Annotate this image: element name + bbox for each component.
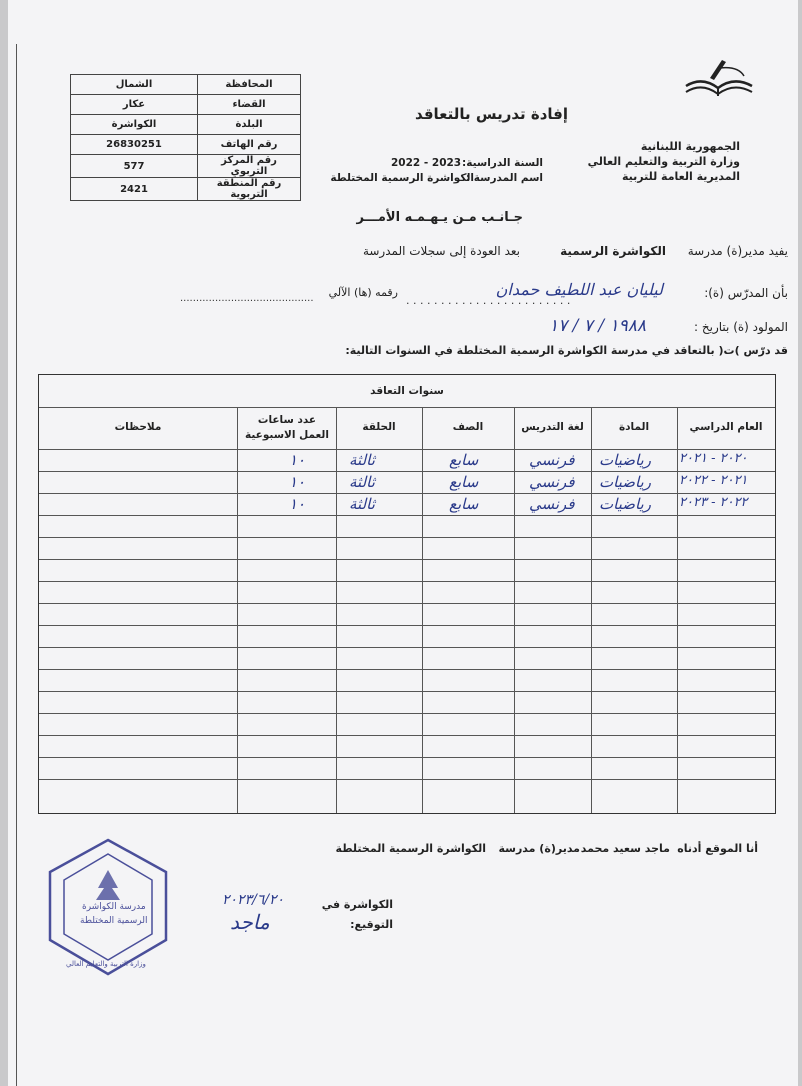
grid-line xyxy=(336,407,337,813)
cell-language: فرنسي xyxy=(529,495,575,513)
cell-cycle: ثالثة xyxy=(349,451,375,469)
grid-line xyxy=(39,691,775,692)
cell-cycle: ثالثة xyxy=(349,495,375,513)
stamp-ring-text: وزارة التربية والتعليم العالي xyxy=(66,960,146,968)
info-value: عكار xyxy=(71,95,198,115)
grid-line xyxy=(39,537,775,538)
info-row xyxy=(71,75,301,95)
column-header-cycle: الحلقة xyxy=(362,421,396,433)
grid-line xyxy=(237,407,238,813)
grid-line xyxy=(514,407,515,813)
document-page xyxy=(8,0,798,1086)
cell-subject: رياضيات xyxy=(599,495,651,513)
number-label: رقمه (ها) الآلي xyxy=(328,286,398,299)
grid-line xyxy=(39,779,775,780)
group-header: سنوات التعاقد xyxy=(370,385,444,397)
cell-hours: ١٠ xyxy=(289,473,306,491)
to-whom-heading: جـانـب مـن يـهـمـه الأمـــر xyxy=(356,210,523,225)
grid-line xyxy=(591,407,592,813)
info-row xyxy=(71,95,301,115)
place-date-label: الكواشرة في xyxy=(321,898,393,911)
line1-school: الكواشرة الرسمية xyxy=(560,244,666,258)
info-value: 26830251 xyxy=(71,135,198,155)
year-label: السنة الدراسية: xyxy=(462,157,543,169)
cell-grade: سابع xyxy=(449,451,479,469)
line1-prefix: يفيد مدير(ة) مدرسة xyxy=(687,244,788,258)
info-row xyxy=(71,135,301,155)
grid-line xyxy=(39,669,775,670)
column-header-grade: الصف xyxy=(452,421,484,433)
margin-line xyxy=(16,44,17,1086)
ministry-name: وزارة التربية والتعليم العالي xyxy=(587,155,740,168)
statement: قد درّس )ت( بالتعاقد في مدرسة الكواشرة الرسمية المختلطة في السنوات التالية: xyxy=(345,344,788,357)
republic-name: الجمهورية اللبنانية xyxy=(640,140,740,153)
dob-value: ١٩٨٨ / ٧ / ١٧ xyxy=(548,316,646,336)
info-row xyxy=(71,155,301,178)
cell-language: فرنسي xyxy=(529,473,575,491)
cell-subject: رياضيات xyxy=(599,473,651,491)
grid-line xyxy=(39,407,775,408)
contract-years-table xyxy=(38,374,776,814)
grid-line xyxy=(39,559,775,560)
school-value: الكواشرة الرسمية المختلطة xyxy=(330,172,474,184)
info-key: رقم المنطقة التربوية xyxy=(198,178,301,201)
cell-subject: رياضيات xyxy=(599,451,651,469)
line1-suffix: بعد العودة إلى سجلات المدرسة xyxy=(362,244,520,258)
column-header-language: لغة التدريس xyxy=(521,421,584,433)
grid-line xyxy=(39,713,775,714)
grid-line xyxy=(39,603,775,604)
grid-line xyxy=(39,471,775,472)
signer-school: الكواشرة الرسمية المختلطة xyxy=(335,842,486,855)
column-header-subject: المادة xyxy=(618,421,650,433)
stamp-line1: مدرسة الكواشرة xyxy=(82,902,146,912)
cell-hours: ١٠ xyxy=(289,495,306,513)
info-value: 2421 xyxy=(71,178,198,201)
cell-grade: سابع xyxy=(449,495,479,513)
school-info-table xyxy=(70,74,301,201)
grid-line xyxy=(39,515,775,516)
grid-line xyxy=(422,407,423,813)
date-value: ٢٠٢٣/٦/٢٠ xyxy=(222,892,285,908)
grid-line xyxy=(39,647,775,648)
document-title: إفادة تدريس بالتعاقد xyxy=(415,105,568,123)
teacher-dots: . . . . . . . . . . . . . . . . . . . . . . . . xyxy=(406,294,571,307)
directorate-name: المديرية العامة للتربية xyxy=(621,170,740,183)
dob-label: المولود (ة) بتاريخ : xyxy=(694,320,788,334)
cell-year: ٢٠٢١ - ٢٠٢٢ xyxy=(679,473,748,488)
grid-line xyxy=(39,735,775,736)
info-key: المحافظة xyxy=(198,75,301,95)
grid-line xyxy=(677,407,678,813)
info-key: القضاء xyxy=(198,95,301,115)
info-value: الكواشرة xyxy=(71,115,198,135)
number-dots: .......................................... xyxy=(180,293,314,304)
grid-line xyxy=(39,581,775,582)
column-header-notes: ملاحظات xyxy=(114,421,162,433)
info-key: البلدة xyxy=(198,115,301,135)
info-value: 577 xyxy=(71,155,198,178)
grid-line xyxy=(39,493,775,494)
grid-line xyxy=(39,449,775,450)
cell-hours: ١٠ xyxy=(289,451,306,469)
year-value: 2022 - 2023 xyxy=(391,157,462,169)
signature-label: التوقيع: xyxy=(350,918,393,931)
ministry-logo-icon xyxy=(680,56,758,106)
column-header-year: العام الدراسي xyxy=(689,421,763,433)
cell-language: فرنسي xyxy=(529,451,575,469)
cell-cycle: ثالثة xyxy=(349,473,375,491)
cell-year: ٢٠٢٢ - ٢٠٢٣ xyxy=(679,495,748,510)
signer-name: ماجد سعيد محمد xyxy=(580,842,670,855)
teacher-label: بأن المدرّس (ة): xyxy=(704,286,788,300)
signature: ماجد xyxy=(230,910,270,934)
info-row xyxy=(71,115,301,135)
stamp-line2: الرسمية المختلطة xyxy=(80,916,148,926)
info-key: رقم الهاتف xyxy=(198,135,301,155)
teacher-name: ليليان عبد اللطيف حمدان xyxy=(495,280,663,299)
info-value: الشمال xyxy=(71,75,198,95)
cell-year: ٢٠٢٠ - ٢٠٢١ xyxy=(679,451,748,466)
info-row xyxy=(71,178,301,201)
cell-grade: سابع xyxy=(449,473,479,491)
info-key: رقم المركز التربوي xyxy=(198,155,301,178)
column-header-hours: عدد ساعات العمل الاسبوعية xyxy=(245,414,329,441)
signer-role: مدير(ة) مدرسة xyxy=(498,842,580,855)
grid-line xyxy=(39,625,775,626)
signer-prefix: أنا الموقع أدناه xyxy=(677,842,758,855)
grid-line xyxy=(39,757,775,758)
school-label: اسم المدرسة : xyxy=(465,172,543,184)
